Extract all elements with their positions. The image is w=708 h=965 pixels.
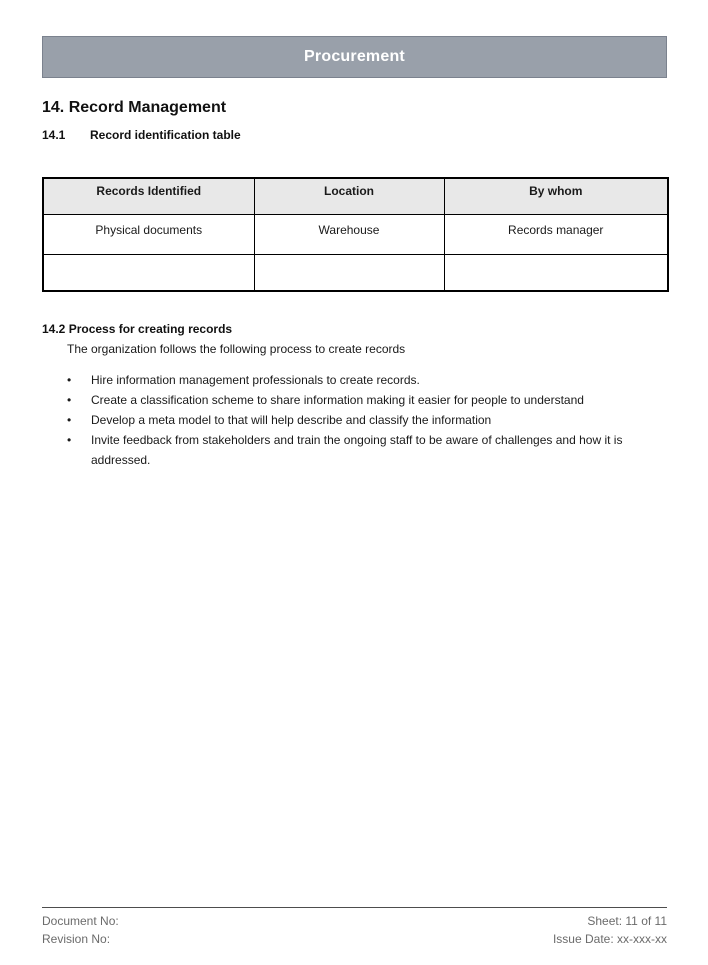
column-header-by-whom: By whom <box>444 178 668 214</box>
subsection-heading <box>42 128 241 142</box>
footer-divider <box>42 907 667 908</box>
bullet-icon: • <box>67 373 72 387</box>
table-cell-empty <box>43 254 254 291</box>
document-title: Procurement <box>304 48 405 65</box>
bullet-icon: • <box>67 433 72 447</box>
list-item <box>67 391 662 411</box>
column-header-location: Location <box>254 178 444 214</box>
list-item-text: Develop a meta model to that will help describe and classify the information <box>91 413 492 427</box>
section-heading: 14. Record Management <box>42 99 227 116</box>
bullet-icon: • <box>67 393 72 407</box>
list-item-text: Hire information management professionals to create records. <box>91 373 420 387</box>
list-item-text: Create a classification scheme to share information making it easier for people to understand <box>91 393 584 407</box>
list-item-text: Invite feedback from stakeholders and train the ongoing staff to be aware of challenges and how it is addressed. <box>91 433 623 467</box>
process-heading: 14.2 Process for creating records <box>42 322 233 336</box>
document-title-bar <box>42 36 667 78</box>
record-identification-table <box>42 177 669 292</box>
bullet-icon: • <box>67 413 72 427</box>
process-bullet-list <box>67 371 662 471</box>
revision-no-label: Revision No: <box>42 932 111 946</box>
column-header-records-identified: Records Identified <box>43 178 254 214</box>
list-item <box>67 371 662 391</box>
table-cell-by-whom: Records manager <box>444 214 668 254</box>
issue-date: Issue Date: xx-xxx-xx <box>552 932 667 946</box>
sheet-number: Sheet: 11 of 11 <box>587 914 667 928</box>
table-cell-location: Warehouse <box>254 214 444 254</box>
document-no-label: Document No: <box>42 914 119 928</box>
table-cell-records-identified: Physical documents <box>43 214 254 254</box>
list-item <box>67 431 662 470</box>
table-header-row <box>43 178 668 214</box>
list-item <box>67 411 662 431</box>
subsection-number: 14.1 <box>42 128 66 142</box>
table-cell-empty <box>254 254 444 291</box>
process-intro-text: The organization follows the following process to create records <box>67 342 406 356</box>
table-row <box>43 214 668 254</box>
page-footer <box>42 912 667 948</box>
table-cell-empty <box>444 254 668 291</box>
subsection-title: Record identification table <box>90 128 241 142</box>
table-row-empty <box>43 254 668 291</box>
